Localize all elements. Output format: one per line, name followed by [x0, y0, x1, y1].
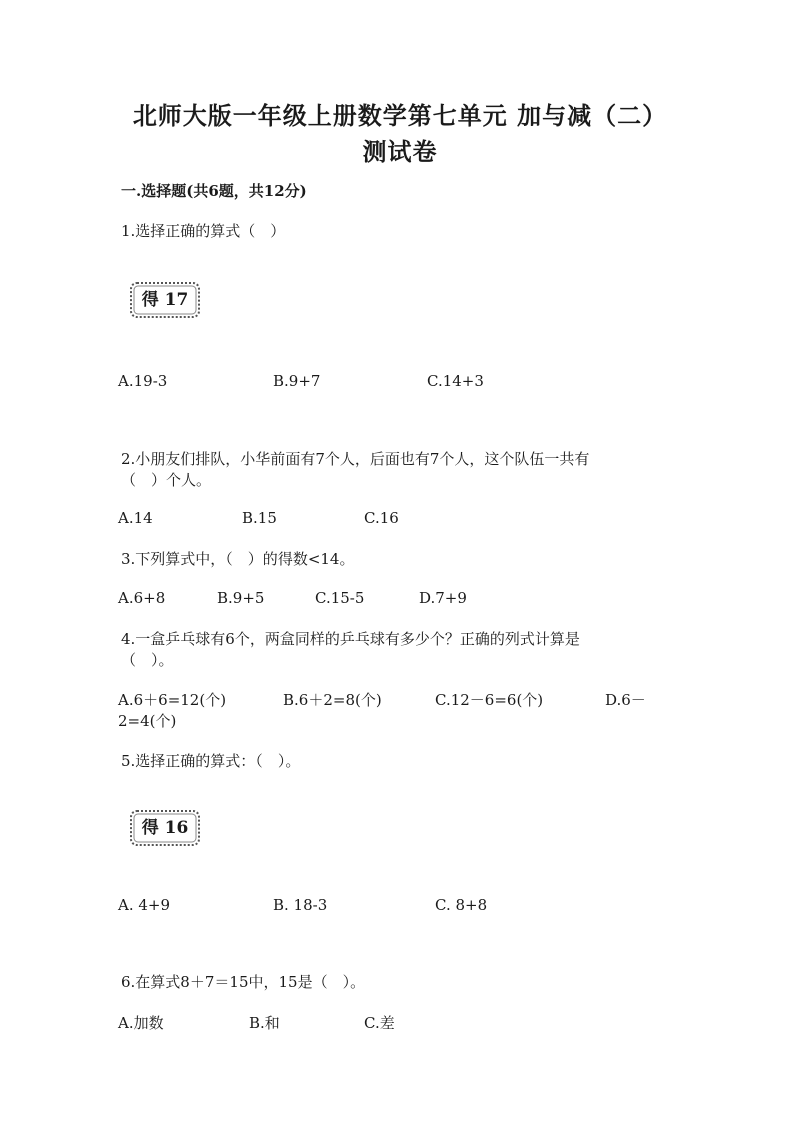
question-6-option-b[interactable]: B.和 [249, 1014, 280, 1032]
question-4-option-d[interactable]: D.6－ [605, 691, 646, 709]
question-3-option-d[interactable]: D.7+9 [419, 589, 467, 607]
question-1-option-a[interactable]: A.19-3 [118, 372, 168, 390]
question-5-badge [128, 808, 202, 848]
question-5-stem: 5.选择正确的算式：（ ）。 [121, 752, 301, 770]
question-1-stem: 1.选择正确的算式（ ） [121, 222, 286, 240]
page-title: 北师大版一年级上册数学第七单元 加与减（二） [132, 101, 668, 130]
question-6-stem: 6.在算式8＋7＝15中，15是（ ）。 [121, 973, 366, 991]
question-2-option-a[interactable]: A.14 [118, 509, 153, 527]
question-3-stem: 3.下列算式中，（ ）的得数<14。 [121, 550, 355, 568]
question-5-option-c[interactable]: C. 8+8 [435, 896, 488, 914]
question-6-option-a[interactable]: A.加数 [118, 1014, 164, 1032]
question-4-option-a[interactable]: A.6＋6=12(个) [118, 691, 227, 709]
section-heading: 一.选择题(共6题，共12分) [121, 182, 307, 200]
question-4-stem-line1: 4.一盒乒乓球有6个，两盒同样的乒乓球有多少个？正确的列式计算是 [121, 630, 580, 648]
page-subtitle: 测试卷 [362, 137, 438, 166]
question-4-option-b[interactable]: B.6＋2=8(个) [283, 691, 382, 709]
question-1-badge-label: 得 17 [141, 290, 189, 310]
question-5-option-a[interactable]: A. 4+9 [118, 896, 171, 914]
question-6-option-c[interactable]: C.差 [364, 1014, 395, 1032]
question-5-badge-label: 得 16 [141, 818, 189, 838]
question-4-stem-line2: （ ）。 [121, 651, 174, 669]
question-3-option-c[interactable]: C.15-5 [315, 589, 365, 607]
question-4-option-c[interactable]: C.12－6=6(个) [435, 691, 544, 709]
question-3-option-b[interactable]: B.9+5 [217, 589, 265, 607]
question-2-option-b[interactable]: B.15 [242, 509, 277, 527]
question-1-badge [128, 280, 202, 320]
question-2-option-c[interactable]: C.16 [364, 509, 399, 527]
question-3-option-a[interactable]: A.6+8 [118, 589, 166, 607]
question-5-option-b[interactable]: B. 18-3 [273, 896, 328, 914]
question-1-option-c[interactable]: C.14+3 [427, 372, 484, 390]
question-2-stem-line1: 2.小朋友们排队，小华前面有7个人，后面也有7个人，这个队伍一共有 [121, 450, 590, 468]
question-2-stem-line2: （ ）个人。 [121, 471, 212, 489]
question-4-option-d-continued: 2=4(个) [118, 712, 177, 730]
question-1-option-b[interactable]: B.9+7 [273, 372, 321, 390]
